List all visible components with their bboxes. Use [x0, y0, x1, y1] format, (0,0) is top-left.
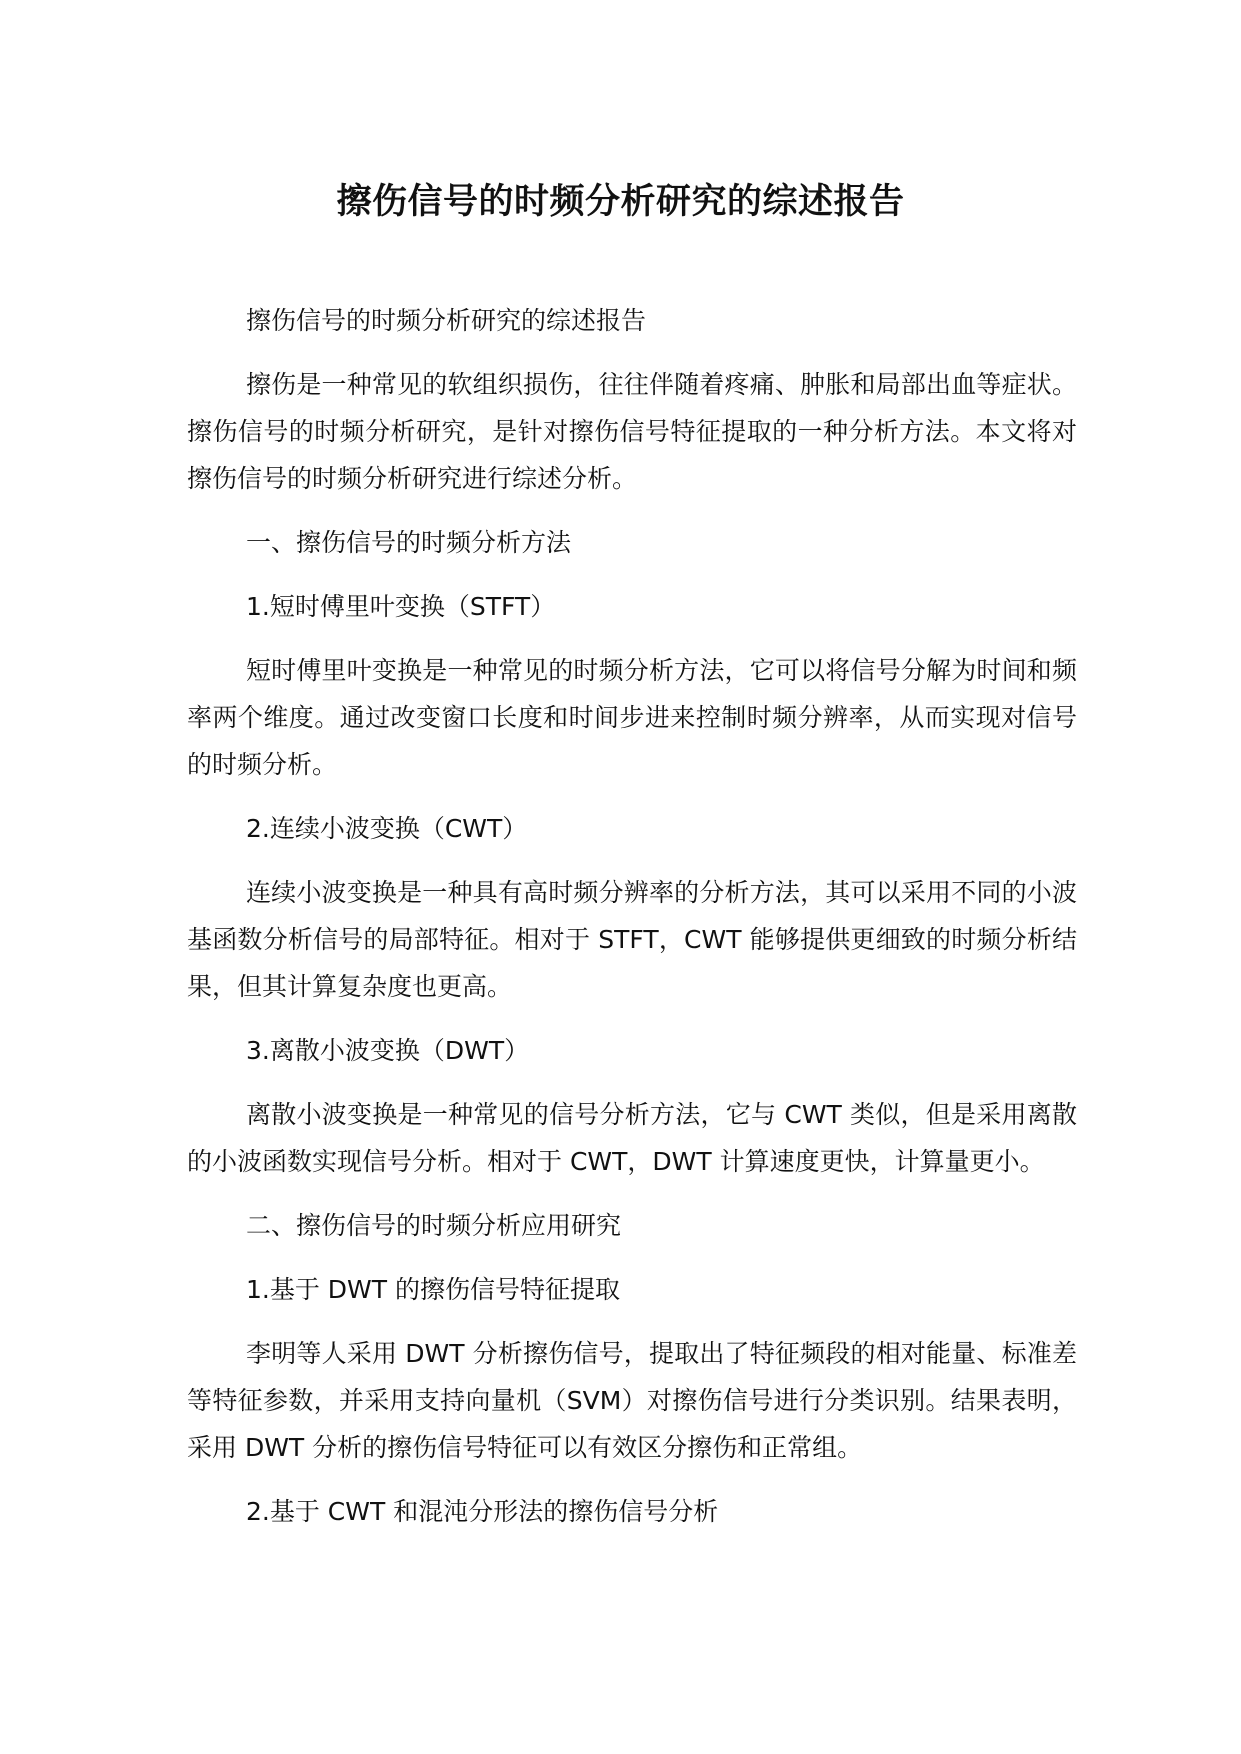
subheading-stft: 1.短时傅里叶变换（STFT） — [246, 592, 556, 621]
document-title: 擦伤信号的时频分析研究的综述报告 — [336, 182, 905, 222]
paragraph-stft: 短时傅里叶变换是一种常见的时频分析方法，它可以将信号分解为时间和频率两个维度。通过改变窗口长度和时间步进来控制时频分辨率，从而实现对信号的时频分析。 — [187, 656, 1077, 779]
subheading-dwt: 3.离散小波变换（DWT） — [246, 1036, 530, 1065]
subheading-cwt-chaos: 2.基于 CWT 和混沌分形法的擦伤信号分析 — [246, 1497, 719, 1526]
document-body — [187, 297, 1077, 1552]
section-heading-methods: 一、擦伤信号的时频分析方法 — [246, 528, 572, 557]
paragraph-subtitle: 擦伤信号的时频分析研究的综述报告 — [246, 306, 647, 335]
subheading-cwt: 2.连续小波变换（CWT） — [246, 814, 528, 843]
paragraph-cwt: 连续小波变换是一种具有高时频分辨率的分析方法，其可以采用不同的小波基函数分析信号的局部特征。相对于 STFT，CWT 能够提供更细致的时频分析结果，但其计算复杂度也更高。 — [187, 878, 1077, 1001]
paragraph-dwt-feature: 李明等人采用 DWT 分析擦伤信号，提取出了特征频段的相对能量、标准差等特征参数，并采用支持向量机（SVM）对擦伤信号进行分类识别。结果表明，采用 DWT 分析的擦伤信号特征可以有效区分擦伤和正常组。 — [187, 1339, 1077, 1462]
subheading-dwt-feature: 1.基于 DWT 的擦伤信号特征提取 — [246, 1275, 620, 1304]
paragraph-dwt: 离散小波变换是一种常见的信号分析方法，它与 CWT 类似，但是采用离散的小波函数实现信号分析。相对于 CWT，DWT 计算速度更快，计算量更小。 — [187, 1100, 1077, 1176]
paragraph-intro: 擦伤是一种常见的软组织损伤，往往伴随着疼痛、肿胀和局部出血等症状。擦伤信号的时频分析研究，是针对擦伤信号特征提取的一种分析方法。本文将对擦伤信号的时频分析研究进行综述分析。 — [187, 370, 1077, 493]
section-heading-applications: 二、擦伤信号的时频分析应用研究 — [246, 1211, 622, 1240]
